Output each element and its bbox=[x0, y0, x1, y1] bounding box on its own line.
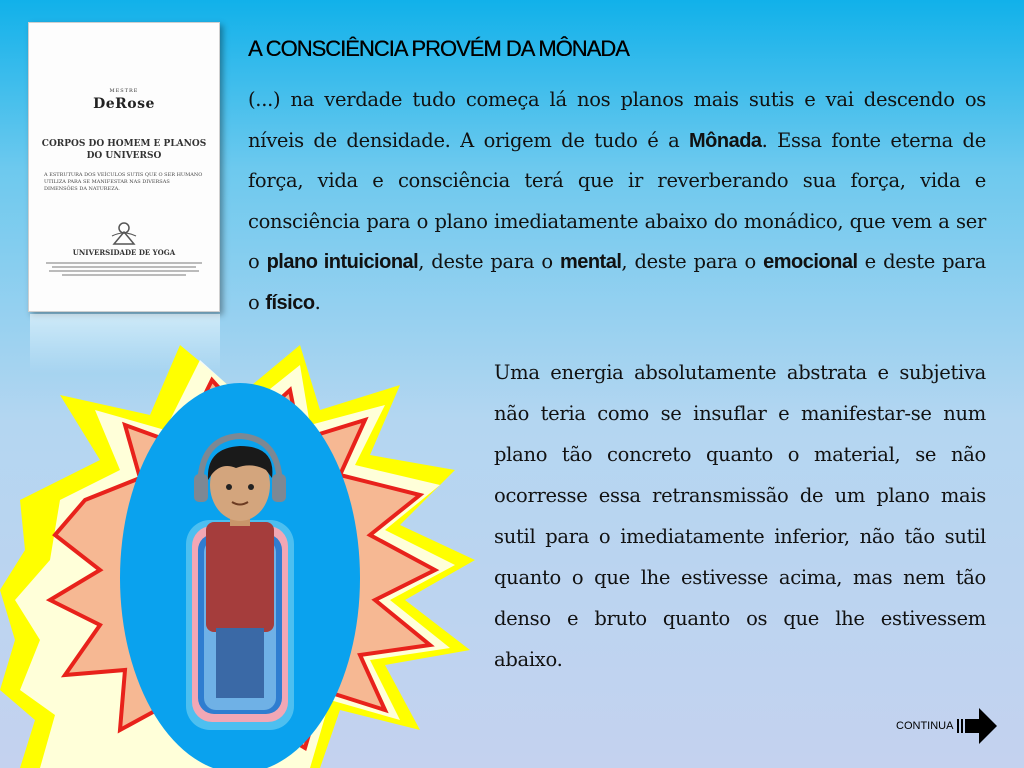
text-span: (...) na verdade tudo começa lá nos planos mais sutis e vai descendo os níveis de densidade. A origem de tudo é a bbox=[248, 88, 986, 152]
arrow-right-icon bbox=[955, 706, 999, 746]
text-span: , deste para o bbox=[621, 250, 764, 273]
explanation-paragraph: Uma energia absolutamente abstrata e subjetiva não teria como se insuflar e manifestar-se num plano tão concreto quanto o material, se não ocorresse essa retransmissão de um plano mais sutil para o imediatamente inferior, não tão sutil quanto o que lhe estivesse acima, mas nem tão denso e bruto quanto os que lhe estivessem abaixo. bbox=[494, 361, 986, 671]
book-fine-print bbox=[46, 260, 202, 278]
book-author: DeRose bbox=[93, 96, 155, 112]
term-mental: mental bbox=[559, 251, 622, 273]
term-monada: Mônada bbox=[689, 129, 762, 152]
book-cover bbox=[28, 22, 220, 312]
continue-label: CONTINUA bbox=[896, 720, 954, 732]
text-span: . Essa fonte eterna de força, vida e consciência terá que ir reverberando sua força, vida e consciência para o plano imediatamente abaixo do monádico, que vem a ser o bbox=[248, 128, 986, 273]
publisher-logo-icon bbox=[110, 220, 138, 246]
book-publisher: UNIVERSIDADE DE YOGA bbox=[72, 248, 176, 257]
text-span: , deste para o bbox=[418, 250, 560, 273]
aura-illustration bbox=[0, 320, 490, 768]
intro-paragraph bbox=[248, 80, 986, 323]
book-subtitle: A ESTRUTURA DOS VEÍCULOS SUTIS QUE O SER HUMANO UTILIZA PARA SE MANIFESTAR NAS DIVERSAS DIMENSÕES DA NATUREZA. bbox=[44, 172, 203, 192]
book-title: CORPOS DO HOMEM E PLANOS DO UNIVERSO bbox=[41, 139, 207, 161]
text-span: . bbox=[314, 290, 321, 314]
text-span: e deste para o bbox=[248, 250, 986, 314]
continue-button[interactable] bbox=[896, 706, 999, 746]
term-emocional: emocional bbox=[763, 251, 858, 273]
term-plano-intuicional: plano intuicional bbox=[266, 251, 419, 273]
book-series: MESTRE bbox=[109, 88, 139, 94]
page-title: A CONSCIÊNCIA PROVÉM DA MÔNADA bbox=[248, 36, 629, 61]
term-fisico: físico bbox=[265, 291, 315, 314]
